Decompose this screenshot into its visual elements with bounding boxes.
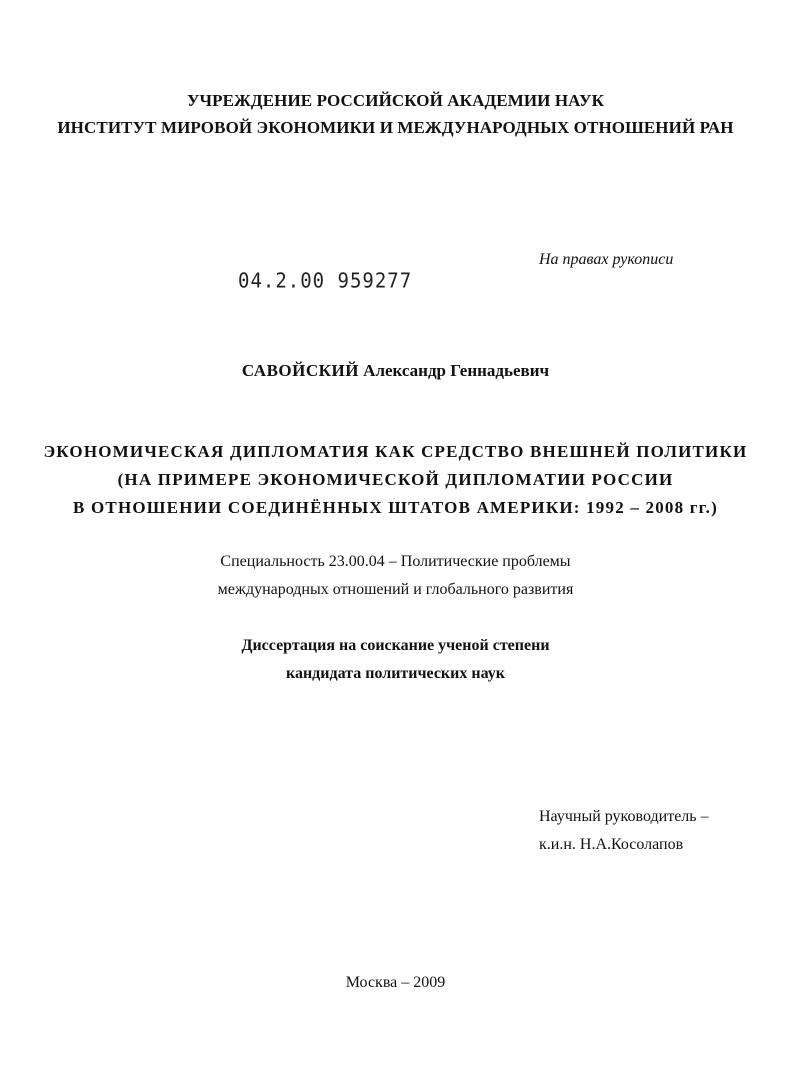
thesis-title-line-3: В ОТНОШЕНИИ СОЕДИНЁННЫХ ШТАТОВ АМЕРИКИ: 1992 – 2008 гг.) [73,498,718,517]
library-stamp-number: 04.2.00 959277 [238,269,413,293]
institution-name-line-2: ИНСТИТУТ МИРОВОЙ ЭКОНОМИКИ И МЕЖДУНАРОДНЫХ ОТНОШЕНИЙ РАН [57,118,734,137]
institution-name-line-1: УЧРЕЖДЕНИЕ РОССИЙСКОЙ АКАДЕМИИ НАУК [186,91,605,110]
author-given-names: Александр Геннадьевич [363,361,550,380]
degree-line-1: Диссертация на соискание ученой степени [241,637,550,654]
supervisor-name: к.и.н. Н.А.Косолапов [539,836,684,853]
author-name [0,362,791,379]
manuscript-rights-note: На правах рукописи [539,251,674,268]
thesis-title-line-2: (НА ПРИМЕРЕ ЭКОНОМИЧЕСКОЙ ДИПЛОМАТИИ РОССИИ [117,470,674,489]
specialty-line-1: Специальность 23.00.04 – Политические проблемы [220,553,571,570]
city-and-year: Москва – 2009 [345,974,446,991]
thesis-title-line-1: ЭКОНОМИЧЕСКАЯ ДИПЛОМАТИЯ КАК СРЕДСТВО ВНЕШНЕЙ ПОЛИТИКИ [43,442,748,461]
degree-line-2: кандидата политических наук [285,665,505,682]
specialty-line-2: международных отношений и глобального развития [217,581,574,598]
author-surname: САВОЙСКИЙ [241,361,359,380]
supervisor-label: Научный руководитель – [539,808,709,825]
